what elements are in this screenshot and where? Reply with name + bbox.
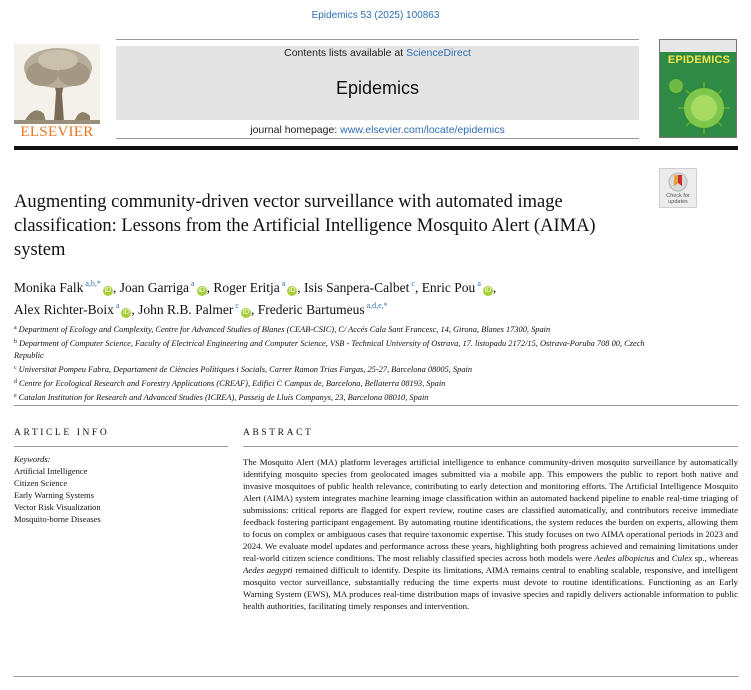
species-culex: Culex [671,553,693,563]
journal-citation-link[interactable]: Epidemics 53 (2025) 100863 [311,10,440,21]
affiliation-marker[interactable]: c [411,279,415,288]
crossmark-line-2: updates [668,199,688,205]
header-rule [116,39,639,40]
affiliation-key: a [14,325,17,331]
affiliation-key: e [14,393,17,399]
affiliation-marker[interactable]: c [235,301,239,310]
affiliation-marker[interactable]: a,b,* [85,279,101,288]
author-name-text[interactable]: Enric Pou [421,280,476,295]
abstract-text [243,456,738,612]
crossmark-label [660,193,696,205]
affiliation-marker[interactable]: a [281,279,286,288]
crossmark-icon [660,170,696,194]
author-name-text[interactable]: Alex Richter-Boix [14,302,114,317]
section-rule [14,405,738,406]
species-aedes-aegypti: Aedes aegypti [243,565,293,575]
orcid-icon[interactable]: iD [242,309,250,316]
keyword-item: Vector Risk Visualization [14,502,101,512]
journal-name: Epidemics [335,78,420,98]
orcid-icon[interactable]: iD [198,287,205,294]
author-name[interactable] [138,302,251,317]
cover-title: EPIDEMICS [667,54,731,66]
check-for-updates-button[interactable] [659,168,697,208]
author-name[interactable] [213,280,297,295]
keyword-list [14,465,228,525]
contents-line [116,47,639,59]
affiliation-text: Universitat Pompeu Fabra, Departament de Ciències Polítiques i Socials, Carrer Ramon Trias Fargas, 25-27, Barcelona 08005, Spain [18,365,473,374]
orcid-icon[interactable]: iD [123,309,130,316]
orcid-icon[interactable]: iD [288,287,296,294]
affiliation-text: Centre for Ecological Research and Forestry Applications (CREAF), Edifici C Campus de, Barcelona, Bellaterra 08193, Spain [19,379,446,388]
author-name[interactable] [258,302,388,317]
article-info-rule [14,446,228,447]
article-title: Augmenting community-driven vector surveillance with automated image classification: Lessons from the Artificial Intelligence Mosquito Alert (AIMA) system [14,192,596,260]
affiliation-list [14,322,654,404]
keyword-item: Mosquito-borne Diseases [14,514,101,524]
author-name-text[interactable]: John R.B. Palmer [138,302,234,317]
author-name[interactable] [120,280,207,295]
contents-prefix: Contents lists available at [284,47,407,59]
author-name-text[interactable]: Isis Sanpera-Calbet [304,280,410,295]
author-name[interactable] [14,280,113,295]
abstract-and: and [654,553,672,563]
affiliation-text: Department of Ecology and Complexity, Centre for Advanced Studies of Blanes (CEAB-CSIC), C/ Accés Cala Sant Francesc, 14, Girona, Blanes 17300, Spain [18,325,551,334]
keyword-item: Artificial Intelligence [14,466,88,476]
affiliation-marker[interactable]: a,d,e,* [366,301,388,310]
abstract-heading: ABSTRACT [243,428,314,438]
affiliation-key: d [14,379,17,385]
header-rule [116,138,639,139]
affiliation-marker[interactable]: a [477,279,481,288]
species-aedes-albopictus: Aedes albopictus [594,553,655,563]
author-name-text[interactable]: Roger Eritja [213,280,280,295]
homepage-prefix: journal homepage: [250,124,341,136]
author-name[interactable] [304,280,415,295]
author-name-text[interactable]: Joan Garriga [119,280,190,295]
affiliation-key: b [14,339,17,345]
crossmark-line-1: Check for [666,193,690,199]
author-name[interactable] [14,302,131,317]
header-thick-rule [14,146,738,150]
elsevier-wordmark: ELSEVIER [20,124,94,140]
affiliation-item [14,322,654,336]
keyword-item: Citizen Science [14,478,68,488]
affiliation-item [14,362,654,376]
abstract-rule [243,446,738,447]
affiliation-text: Catalan Institution for Research and Advanced Studies (ICREA), Passeig de Lluís Companys, 23, Barcelona 08010, Spain [18,393,429,402]
virus-illustration-icon [660,68,737,138]
affiliation-text: Department of Computer Science, Faculty of Electrical Engineering and Computer Science, VSB - Technical University of Ostrava, 17. listopadu 2172/15, Ostrava-Poruba 708 00, Czech Republic [14,339,645,360]
journal-cover-image[interactable] [659,39,737,138]
homepage-line [116,124,639,136]
author-name-text[interactable]: Frederic Bartumeus [257,302,365,317]
abstract-part-3: remained difficult to identify. Despite its limitations, AIMA remains central to enabling scalable, responsive, and intelligent mosquito vector surveillance, substantially reducing the time experts must devote to routine identifications. Functioning as an Early Warning System (EWS), MA produces real-time distribution maps of invasive species and rapidly delivers actionable information to public health authorities, facilitating timely responses and intervention. [243,565,738,611]
affiliation-key: c [14,365,17,371]
orcid-icon[interactable]: iD [484,287,492,294]
abstract-part-1: The Mosquito Alert (MA) platform leverages artificial intelligence to enhance community-driven mosquito surveillance by automatically identifying mosquito species from geolocated images submitted via a mobile app. This empowers the public to report both native and invasive mosquitoes of public health relevance, contributing to early detection and monitoring efforts. The Artificial Intelligence Mosquito Alert (AIMA) system integrates machine learning image classification within an automated backend pipeline to enable real-time triaging of submissions: critical reports are flagged for expert review, routine cases are classified automatically, and contributors receive immediate feedback fostering participant engagement. By automating routine identifications, the system reduces the burden on experts, allowing them to focus on complex or ambiguous cases that require taxonomic expertise. This study focuses on two AIMA operational periods in 2023 and 2024. We evaluate model updates and performance across these years, highlighting both progress achieved and remaining limitations under real-world citizen science conditions. The most reliably classified species across both models were [243,457,738,563]
author-name[interactable] [422,280,493,295]
affiliation-marker[interactable]: a [191,279,195,288]
affiliation-item [14,376,654,390]
abstract-part-2: sp., whereas [692,553,739,563]
keyword-item: Early Warning Systems [14,490,94,500]
affiliation-item [14,336,654,362]
affiliation-marker[interactable]: a [115,301,120,310]
sciencedirect-link[interactable]: ScienceDirect [406,47,471,59]
bottom-rule [14,676,738,677]
orcid-icon[interactable]: iD [104,287,112,294]
author-name-text[interactable]: Monika Falk [14,280,84,295]
author-list: Monika Falk $^{a,b,*}$iD , Joan Garriga $^a$iD , Roger Eritja $^a$iD , Isis Sanpera-Calbet $^c$, Enric Pou $^a$iD , Alex Richter-Boix $^a$iD , John R.B. Palmer $^c$iD , Frederic Bartumeus $^{a,d,e,*}$ [14,279,497,317]
journal-homepage-link[interactable]: www.elsevier.com/locate/epidemics [340,124,505,136]
affiliation-item [14,390,654,404]
keywords-label: Keywords: [14,454,51,464]
article-info-heading: ARTICLE INFO [14,428,110,438]
cover-top-strip [660,40,737,52]
